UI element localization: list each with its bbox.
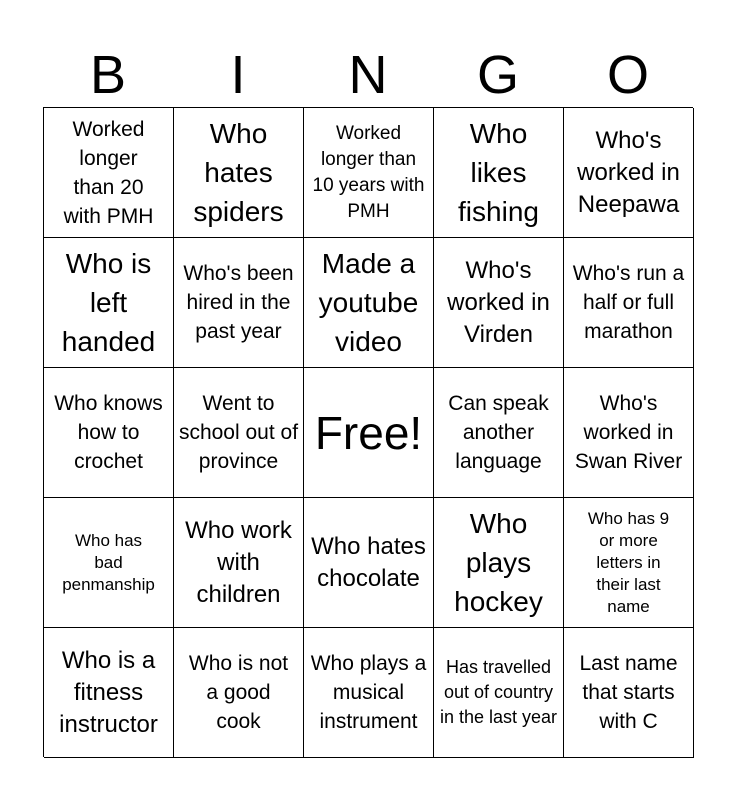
cell-text: Who's run a half or full marathon [572,262,685,343]
cell-text: Can speak another language [448,392,549,473]
header-letter-b: B [89,45,127,105]
cell-text: Who plays hockey [454,508,543,617]
cell-text: Who is not a good cook [188,652,289,733]
bingo-cell-free[interactable] [304,368,434,498]
bingo-cell-r5c3[interactable] [304,628,434,758]
bingo-cell-r5c5[interactable] [564,628,694,758]
bingo-cell-r2c4[interactable] [434,238,564,368]
cell-text: Who's worked in Virden [447,256,550,348]
cell-text: Who knows how to crochet [54,392,163,473]
header-letter-i: I [230,45,246,105]
cell-text: Last name that starts with C [579,652,678,733]
bingo-cell-r2c3[interactable] [304,238,434,368]
cell-text: Who is a fitness instructor [59,646,158,738]
bingo-cell-r1c1[interactable] [44,108,174,238]
cell-text: Who work with children [185,516,292,608]
bingo-cell-r1c2[interactable] [174,108,304,238]
cell-text: Has travelled out of country in the last year [439,657,558,727]
bingo-cell-r5c1[interactable] [44,628,174,758]
bingo-cell-r3c5[interactable] [564,368,694,498]
cell-text: Who has bad penmanship [62,530,155,594]
bingo-cell-r4c3[interactable] [304,498,434,628]
bingo-cell-r1c4[interactable] [434,108,564,238]
bingo-cell-r4c2[interactable] [174,498,304,628]
bingo-cell-r5c4[interactable] [434,628,564,758]
bingo-board [43,107,693,757]
cell-text: Who's worked in Neepawa [577,126,680,218]
bingo-cell-r4c4[interactable] [434,498,564,628]
cell-text: Worked longer than 20 with PMH [63,117,154,228]
bingo-header [43,44,693,106]
bingo-cell-r5c2[interactable] [174,628,304,758]
cell-text: Who has 9 or more letters in their last name [587,508,670,616]
bingo-cell-r3c4[interactable] [434,368,564,498]
bingo-cell-r1c3[interactable] [304,108,434,238]
header-letter-g: G [476,45,519,105]
cell-text: Who plays a musical instrument [310,652,427,733]
cell-text: Who's been hired in the past year [183,262,294,343]
cell-text: Worked longer than 10 years with PMH [312,122,425,222]
bingo-cell-r2c5[interactable] [564,238,694,368]
cell-text: Who hates chocolate [311,532,426,592]
header-letter-n: N [348,45,388,105]
bingo-cell-r2c1[interactable] [44,238,174,368]
cell-text: Who's worked in Swan River [574,392,683,473]
cell-text: Who hates spiders [193,118,284,227]
cell-text: Who likes fishing [458,118,539,227]
free-space-text: Free! [314,406,423,459]
bingo-cell-r3c2[interactable] [174,368,304,498]
bingo-cell-r1c5[interactable] [564,108,694,238]
header-letter-o: O [606,45,649,105]
cell-text: Made a youtube video [318,248,419,357]
bingo-cell-r3c1[interactable] [44,368,174,498]
cell-text: Who is left handed [61,248,156,357]
cell-text: Went to school out of province [178,392,299,473]
bingo-cell-r2c2[interactable] [174,238,304,368]
bingo-cell-r4c1[interactable] [44,498,174,628]
bingo-cell-r4c5[interactable] [564,498,694,628]
